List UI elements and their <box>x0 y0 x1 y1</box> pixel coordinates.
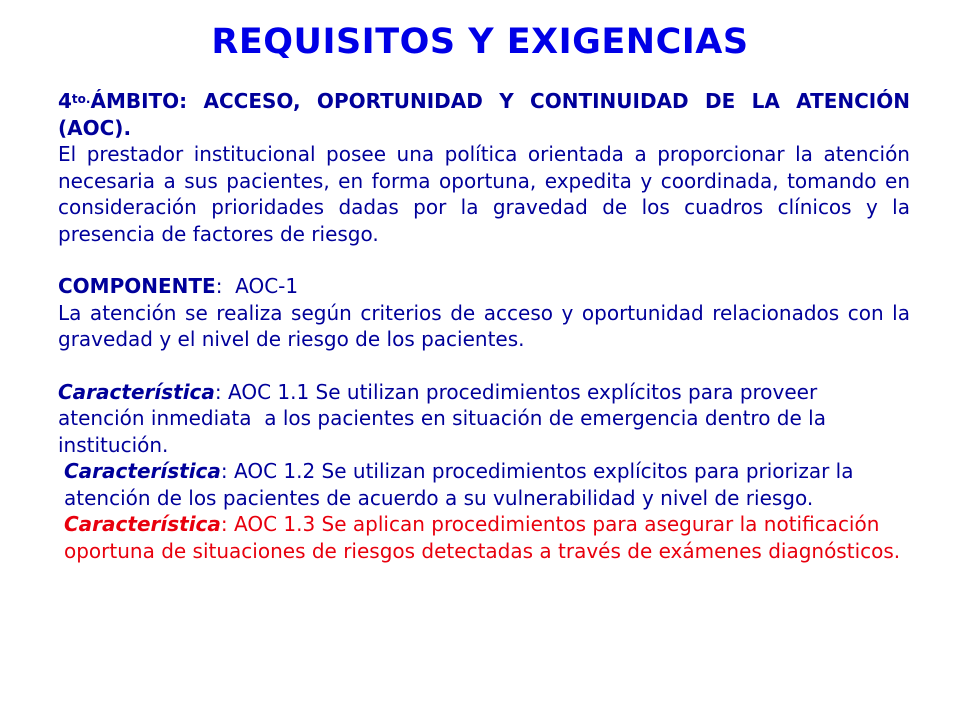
caracteristica-label: Característica <box>58 379 215 404</box>
spacer <box>58 247 910 273</box>
ambito-title: ÁMBITO: ACCESO, OPORTUNIDAD Y CONTINUIDAD DE LA ATENCIÓN (AOC). <box>58 89 910 140</box>
componente-code: AOC-1 <box>235 274 299 298</box>
caracteristica-item <box>58 458 910 511</box>
page-title: REQUISITOS Y EXIGENCIAS <box>211 22 749 62</box>
caracteristica-text: : AOC 1.1 Se utilizan procedimientos explícitos para proveer atención inmediata a los pacientes en situación de emergencia dentro de la institución. <box>58 379 833 457</box>
componente-separator: : <box>215 274 236 298</box>
document-body <box>58 88 910 564</box>
caracteristica-text: : AOC 1.2 Se utilizan procedimientos explícitos para priorizar la atención de los pacientes de acuerdo a su vulnerabilidad y nivel de riesgo. <box>64 459 860 510</box>
caracteristica-item-highlighted <box>58 511 910 564</box>
spacer <box>58 353 910 379</box>
componente-description: La atención se realiza según criterios de acceso y oportunidad relacionados con la gravedad y el nivel de riesgo de los pacientes. <box>58 300 910 351</box>
caracteristica-text: : AOC 1.3 Se aplican procedimientos para asegurar la notificación oportuna de situaciones de riesgos detectadas a través de exámenes diagnósticos. <box>64 512 901 563</box>
ambito-description: El prestador institucional posee una política orientada a proporcionar la atención necesaria a sus pacientes, en forma oportuna, expedita y coordinada, tomando en consideración prioridades dadas por la gravedad de los cuadros clínicos y la presencia de factores de riesgo. <box>58 142 910 246</box>
componente-label: COMPONENTE <box>58 274 216 298</box>
caracteristica-label: Característica <box>64 512 221 536</box>
ambito-number: 4 <box>58 89 72 113</box>
componente-line <box>58 273 910 300</box>
ambito-superscript: to. <box>71 92 91 106</box>
caracteristica-label: Característica <box>64 459 221 483</box>
ambito-heading <box>58 88 910 141</box>
caracteristica-item <box>58 379 910 459</box>
